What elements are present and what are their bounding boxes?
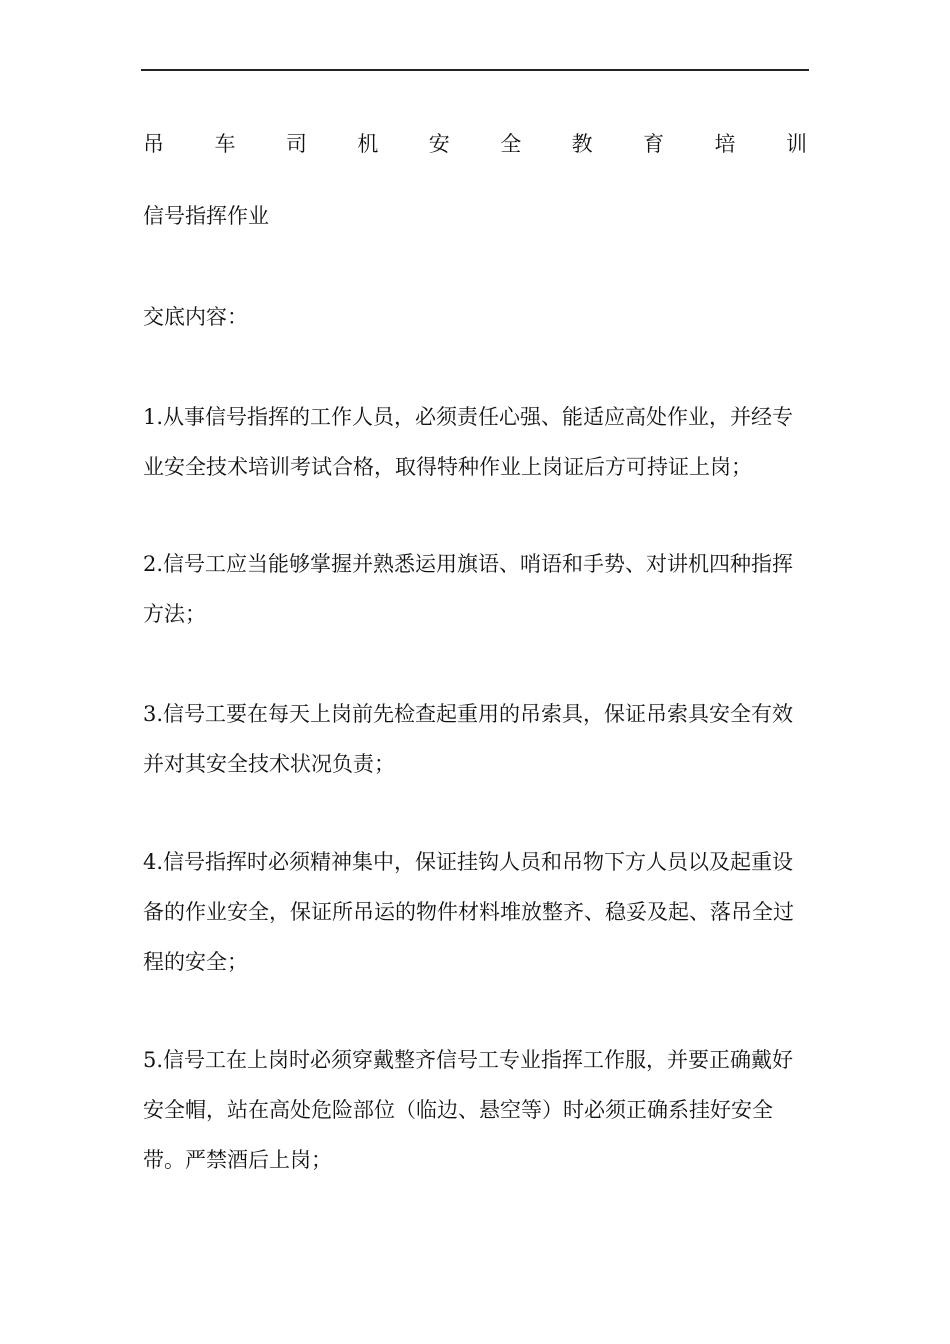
paragraph-line: 2.信号工应当能够掌握并熟悉运用旗语、哨语和手势、对讲机四种指挥 — [143, 552, 794, 576]
title-char: 机 — [357, 132, 379, 156]
paragraph-line: 并对其安全技术状况负责； — [143, 752, 395, 776]
title-char: 安 — [428, 132, 450, 156]
paragraph-line: 1.从事信号指挥的工作人员，必须责任心强、能适应高处作业，并经专 — [143, 405, 794, 429]
paragraph-line: 程的安全； — [143, 950, 248, 974]
title-char: 训 — [785, 132, 807, 156]
paragraph-line: 业安全技术培训考试合格，取得特种作业上岗证后方可持证上岗； — [143, 455, 752, 479]
paragraph-line: 方法； — [143, 602, 206, 626]
title-char: 育 — [643, 132, 665, 156]
document-title — [143, 128, 807, 160]
paragraph-line: 安全帽，站在高处危险部位（临边、悬空等）时必须正确系挂好安全 — [143, 1098, 773, 1122]
list-item — [143, 846, 794, 996]
title-char: 司 — [285, 132, 307, 156]
paragraph-line: 备的作业安全，保证所吊运的物件材料堆放整齐、稳妥及起、落吊全过 — [143, 900, 794, 924]
top-rule — [141, 69, 809, 71]
title-char: 车 — [214, 132, 236, 156]
paragraph-line: 带。严禁酒后上岗； — [143, 1148, 332, 1172]
list-item — [143, 1044, 793, 1194]
paragraph-line: 5.信号工在上岗时必须穿戴整齐信号工专业指挥工作服，并要正确戴好 — [143, 1048, 794, 1072]
title-char: 吊 — [143, 132, 164, 156]
document-subtitle: 信号指挥作业 — [143, 204, 269, 228]
title-char: 教 — [571, 132, 593, 156]
title-char: 全 — [500, 132, 522, 156]
paragraph-line: 4.信号指挥时必须精神集中，保证挂钩人员和吊物下方人员以及起重设 — [143, 850, 794, 874]
list-item — [143, 401, 793, 501]
title-char: 培 — [714, 132, 736, 156]
section-label: 交底内容： — [143, 305, 248, 329]
paragraph-line: 3.信号工要在每天上岗前先检查起重用的吊索具，保证吊索具安全有效 — [143, 702, 794, 726]
list-item — [143, 548, 793, 648]
list-item — [143, 698, 793, 798]
